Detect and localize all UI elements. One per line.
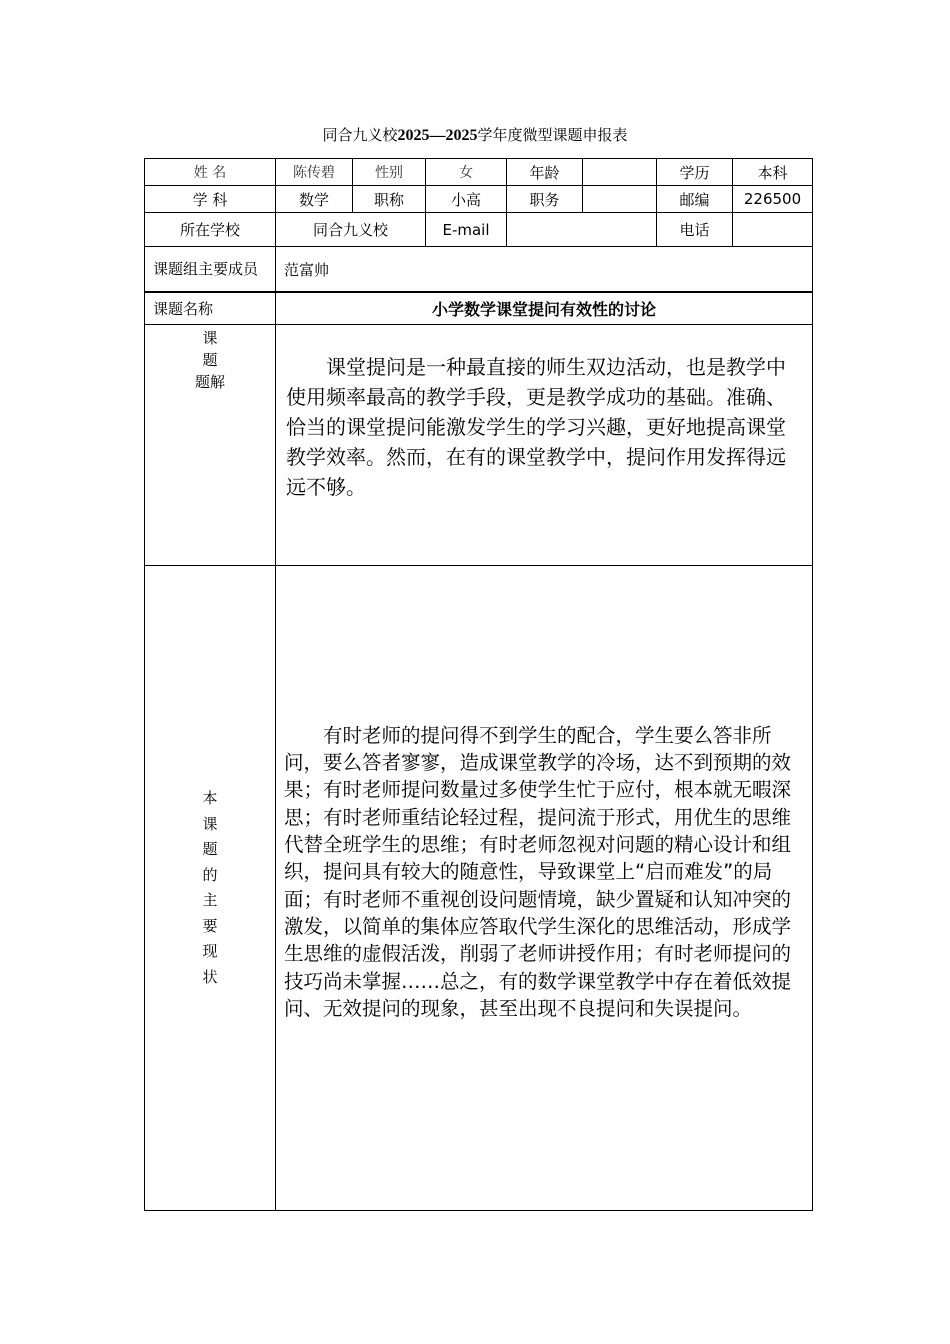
title-suffix: 学年度微型课题申报表 <box>477 126 628 144</box>
title-years: 2025—2025 <box>397 127 478 144</box>
personal-info-row <box>145 159 813 186</box>
email-label: E-mail <box>426 213 507 247</box>
name-label: 姓 名 <box>145 159 276 186</box>
status-label-char: 课 <box>202 814 218 833</box>
explanation-label-line: 课 <box>202 329 218 347</box>
age-label: 年龄 <box>507 159 583 186</box>
explanation-label <box>145 325 276 566</box>
education-value[interactable]: 本科 <box>733 159 813 186</box>
contact-info-row <box>145 213 813 247</box>
education-label: 学历 <box>657 159 733 186</box>
members-row <box>145 247 813 293</box>
status-label-char: 本 <box>202 789 218 807</box>
status-label-char: 主 <box>202 891 218 909</box>
postcode-value[interactable]: 226500 <box>733 186 813 213</box>
application-form-table <box>144 158 813 1211</box>
professional-info-row <box>145 186 813 213</box>
age-value[interactable] <box>583 159 657 186</box>
page-title <box>0 124 950 145</box>
status-row <box>145 566 813 1211</box>
members-value[interactable]: 范富帅 <box>276 247 813 293</box>
status-content[interactable] <box>276 566 813 1211</box>
explanation-content[interactable] <box>276 325 813 566</box>
status-text: 有时老师的提问得不到学生的配合，学生要么答非所问，要么答者寥寥，造成课堂教学的冷场，达不到预期的效果；有时老师提问数量过多使学生忙于应付，根本就无暇深思；有时老师重结论轻过程，提问流于形式，用优生的思维代替全班学生的思维；有时老师忽视对问题的精心设计和组织，提问具有较大的随意性，导致课堂上“启而难发”的局面；有时老师不重视创设问题情境，缺少置疑和认知冲突的激发，以简单的集体应答取代学生深化的思维活动，形成学生思维的虚假活泼，削弱了老师讲授作用；有时老师提问的技巧尚未掌握……总之，有的数学课堂教学中存在着低效提问、无效提问的现象，甚至出现不良提问和失误提问。 <box>284 723 792 1020</box>
school-label: 所在学校 <box>145 213 276 247</box>
topic-label: 课题名称 <box>145 292 276 325</box>
topic-value[interactable]: 小学数学课堂提问有效性的讨论 <box>276 292 813 325</box>
members-label: 课题组主要成员 <box>145 247 276 293</box>
subject-value[interactable]: 数学 <box>276 186 353 213</box>
gender-label: 性别 <box>353 159 426 186</box>
status-label-char: 要 <box>202 916 218 935</box>
status-label-char: 现 <box>202 942 218 960</box>
status-label-char: 题 <box>202 840 218 858</box>
phone-label: 电话 <box>657 213 733 247</box>
explanation-label-line: 题解 <box>194 373 225 391</box>
status-label-char: 状 <box>202 967 218 986</box>
post-value[interactable] <box>583 186 657 213</box>
email-value[interactable] <box>507 213 657 247</box>
explanation-text: 课堂提问是一种最直接的师生双边活动，也是教学中使用频率最高的教学手段，更是教学成功的基础。准确、恰当的课堂提问能激发学生的学习兴趣，更好地提高课堂教学效率。然而，在有的课堂教学中，提问作用发挥得远远不够。 <box>286 355 786 499</box>
rank-value[interactable]: 小高 <box>426 186 507 213</box>
name-value[interactable]: 陈传碧 <box>276 159 353 186</box>
title-prefix: 同合九义校 <box>322 126 398 144</box>
explanation-label-line: 题 <box>202 351 218 369</box>
status-label <box>145 566 276 1211</box>
status-label-char: 的 <box>202 865 218 884</box>
subject-label: 学 科 <box>145 186 276 213</box>
rank-label: 职称 <box>353 186 426 213</box>
gender-value[interactable]: 女 <box>426 159 507 186</box>
postcode-label: 邮编 <box>657 186 733 213</box>
post-label: 职务 <box>507 186 583 213</box>
explanation-row <box>145 325 813 566</box>
topic-row <box>145 292 813 325</box>
school-value[interactable]: 同合九义校 <box>276 213 426 247</box>
phone-value[interactable] <box>733 213 813 247</box>
